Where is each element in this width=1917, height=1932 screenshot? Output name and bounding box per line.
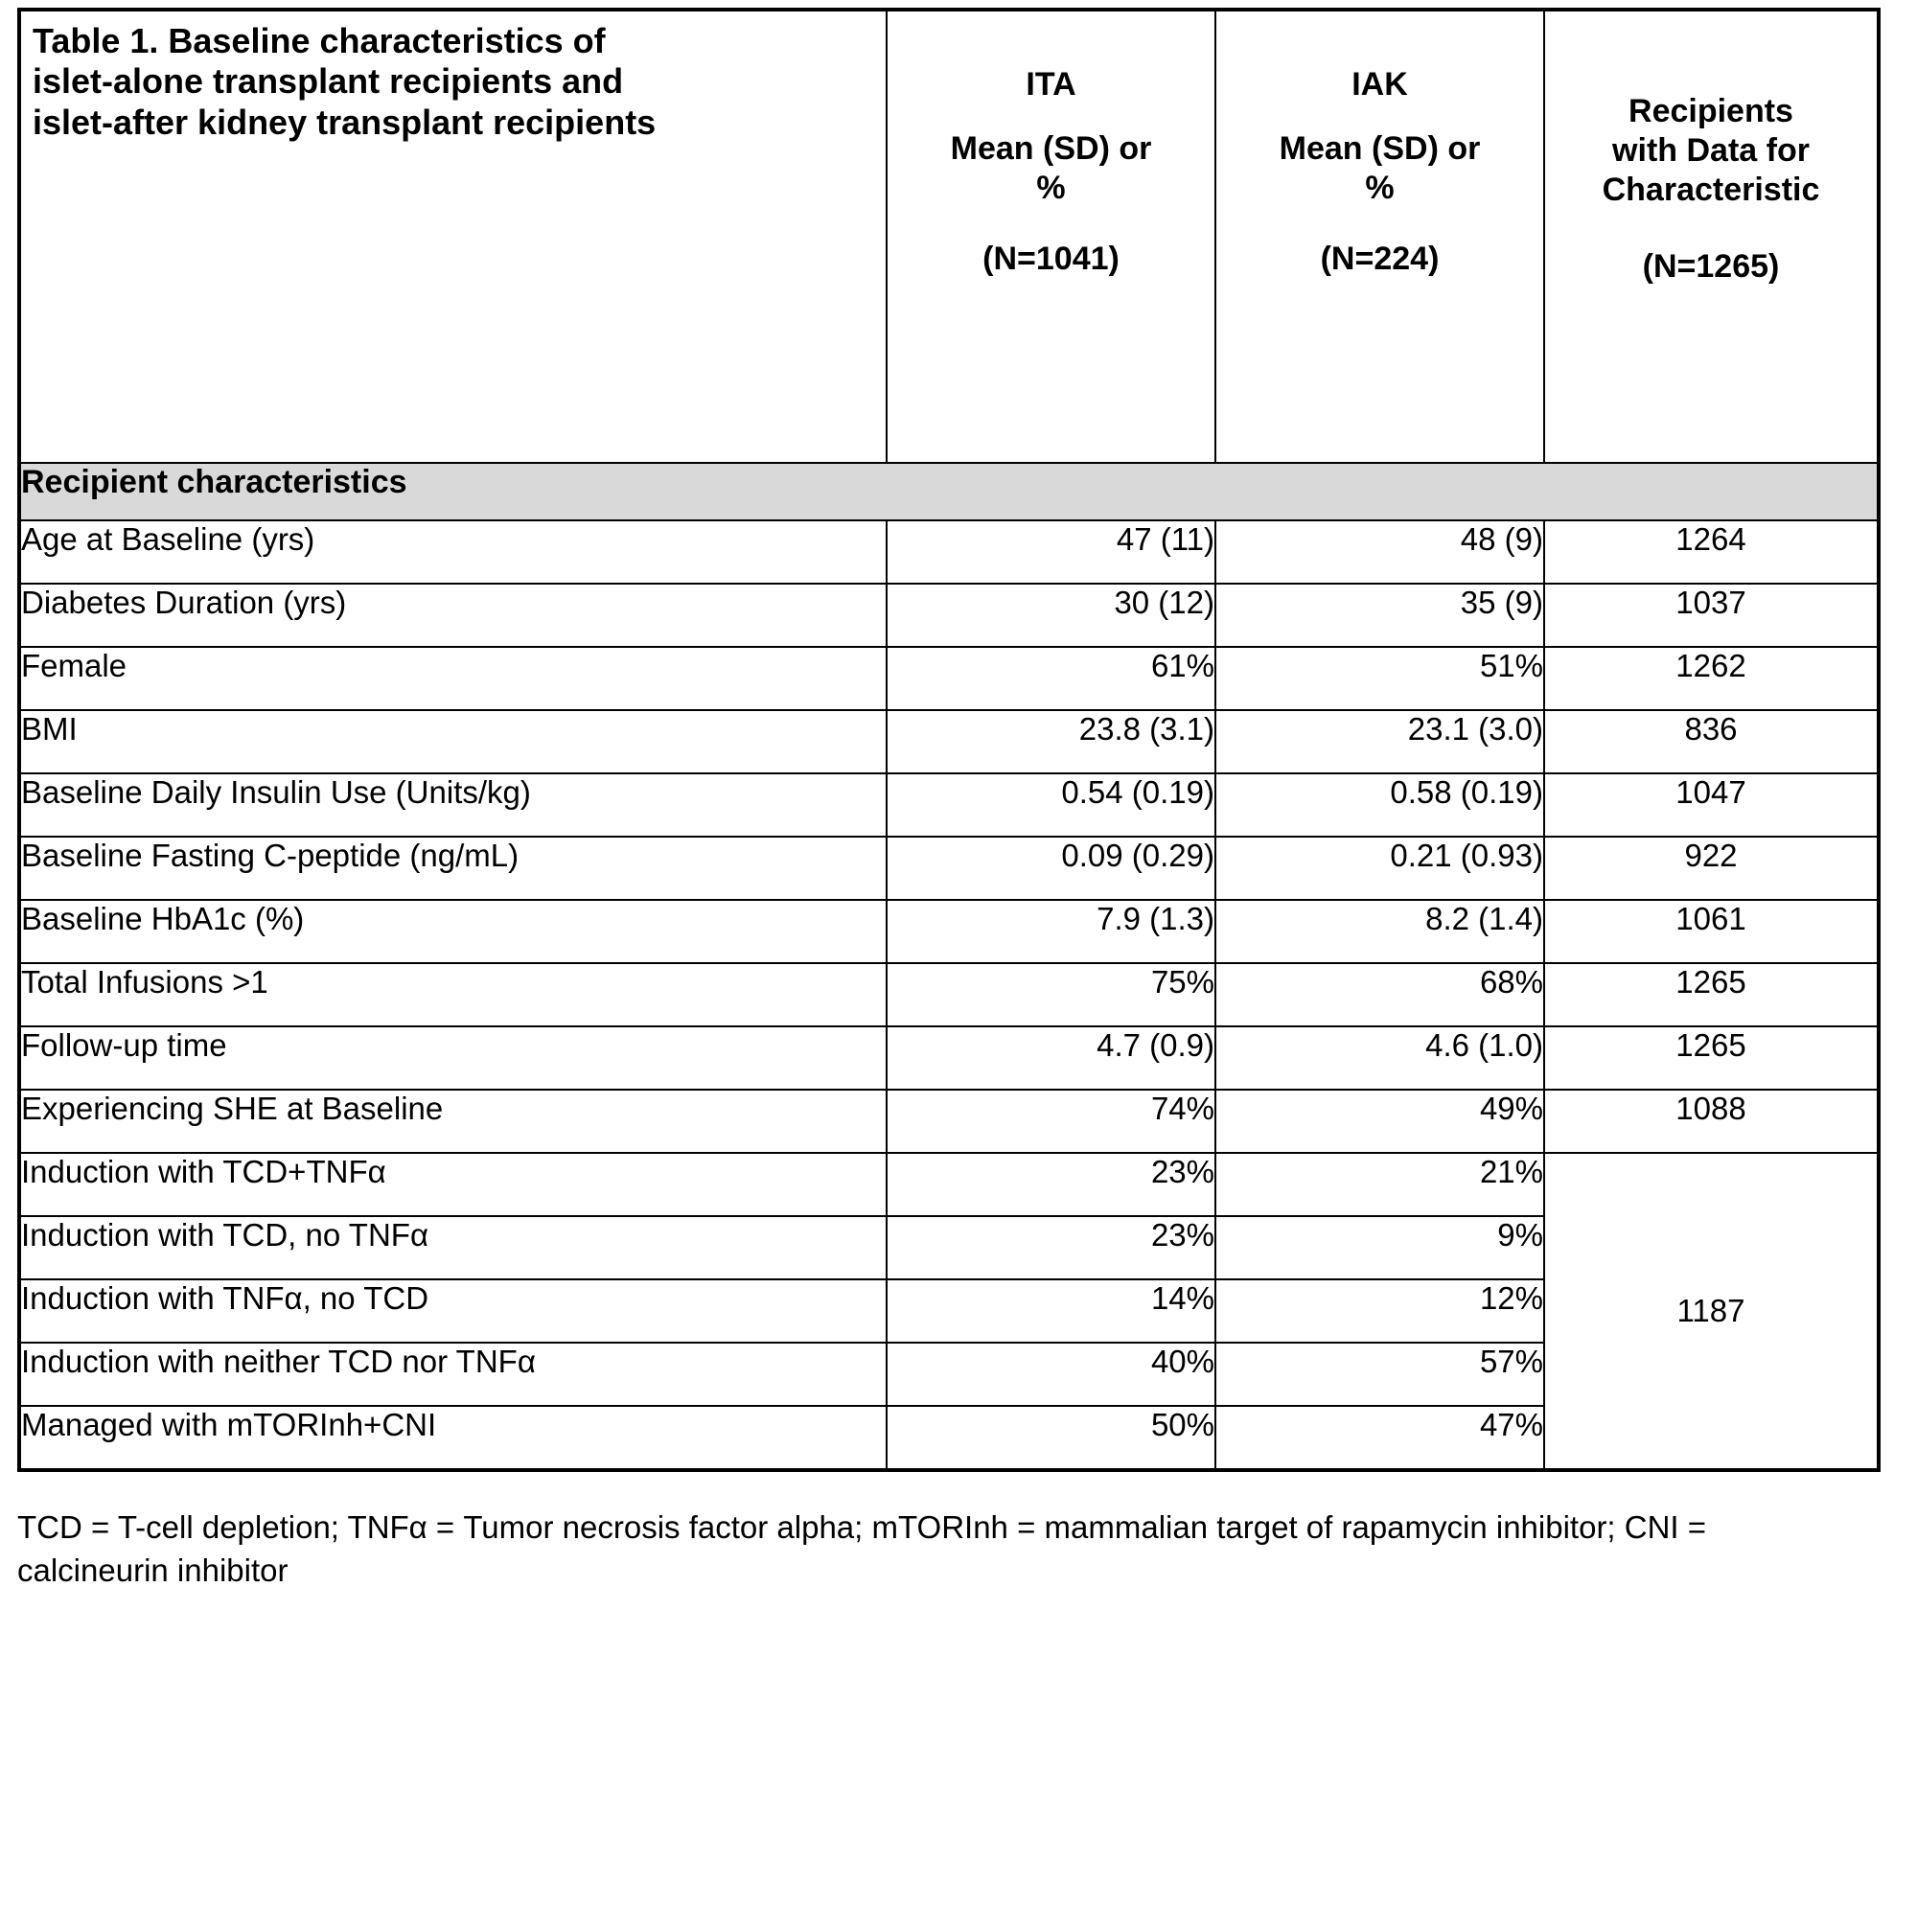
row-value-iak: 9% — [1215, 1216, 1544, 1279]
table-row — [19, 584, 1879, 647]
column-header-ita-sub1: Mean (SD) or — [950, 129, 1152, 167]
baseline-characteristics-table — [17, 8, 1881, 1472]
row-value-iak: 0.21 (0.93) — [1215, 837, 1544, 900]
row-label: Female — [19, 647, 887, 710]
row-value-ita: 23% — [887, 1153, 1215, 1216]
table-title-line-1: Table 1. Baseline characteristics of — [33, 21, 606, 60]
row-value-ita: 47 (11) — [887, 520, 1215, 584]
row-value-ita: 30 (12) — [887, 584, 1215, 647]
table-row — [19, 963, 1879, 1026]
table-title-line-2: islet-alone transplant recipients and — [33, 61, 624, 102]
row-value-n: 836 — [1544, 710, 1879, 773]
row-value-iak: 12% — [1215, 1279, 1544, 1343]
column-header-recipients-content — [1545, 12, 1877, 287]
row-label: Total Infusions >1 — [19, 963, 887, 1026]
row-label: Diabetes Duration (yrs) — [19, 584, 887, 647]
row-value-iak: 0.58 (0.19) — [1215, 773, 1544, 837]
row-value-ita: 7.9 (1.3) — [887, 900, 1215, 963]
column-header-iak-sub2: % — [1365, 169, 1395, 206]
table-row — [19, 1090, 1879, 1153]
table-row — [19, 1026, 1879, 1090]
row-label: Baseline HbA1c (%) — [19, 900, 887, 963]
row-value-n: 1037 — [1544, 584, 1879, 647]
column-header-iak-n: (N=224) — [1320, 241, 1440, 278]
column-header-iak-content — [1216, 12, 1543, 279]
row-value-iak: 51% — [1215, 647, 1544, 710]
row-label: Follow-up time — [19, 1026, 887, 1090]
row-label: Experiencing SHE at Baseline — [19, 1090, 887, 1153]
table-row — [19, 520, 1879, 584]
table-row — [19, 900, 1879, 963]
row-value-iak: 57% — [1215, 1343, 1544, 1406]
row-label: Induction with neither TCD nor TNFα — [19, 1343, 887, 1406]
row-value-iak: 21% — [1215, 1153, 1544, 1216]
row-value-n: 1265 — [1544, 1026, 1879, 1090]
column-header-ita — [887, 10, 1215, 463]
row-label: Baseline Daily Insulin Use (Units/kg) — [19, 773, 887, 837]
row-value-iak: 35 (9) — [1215, 584, 1544, 647]
row-value-n: 1047 — [1544, 773, 1879, 837]
table-row — [19, 837, 1879, 900]
row-value-iak: 4.6 (1.0) — [1215, 1026, 1544, 1090]
row-value-ita: 75% — [887, 963, 1215, 1026]
row-value-ita: 50% — [887, 1406, 1215, 1470]
row-value-n: 1264 — [1544, 520, 1879, 584]
row-value-ita: 74% — [887, 1090, 1215, 1153]
row-label: Induction with TCD+TNFα — [19, 1153, 887, 1216]
table-title — [21, 12, 886, 143]
column-header-iak-sub1: Mean (SD) or — [1279, 129, 1481, 167]
section-label-recipient-characteristics: Recipient characteristics — [19, 463, 1879, 520]
row-value-ita: 0.09 (0.29) — [887, 837, 1215, 900]
column-header-recipients-line-3: Characteristic — [1602, 171, 1820, 208]
table-row — [19, 647, 1879, 710]
row-value-iak: 47% — [1215, 1406, 1544, 1470]
column-header-recipients-n: (N=1265) — [1642, 248, 1780, 286]
row-label: BMI — [19, 710, 887, 773]
row-label: Induction with TNFα, no TCD — [19, 1279, 887, 1343]
table-title-cell — [19, 10, 887, 463]
row-label: Age at Baseline (yrs) — [19, 520, 887, 584]
column-header-ita-name: ITA — [1026, 66, 1076, 103]
column-header-recipients-line-1: Recipients — [1628, 93, 1793, 129]
table-footnote: TCD = T-cell depletion; TNFα = Tumor necrosis factor alpha; mTORInh = mammalian target of rapamycin inhibitor; CNI = calcineurin inhibitor — [17, 1509, 1707, 1588]
row-value-n: 1088 — [1544, 1090, 1879, 1153]
column-header-ita-content — [888, 12, 1214, 279]
row-value-n: 922 — [1544, 837, 1879, 900]
row-value-n: 1061 — [1544, 900, 1879, 963]
row-value-ita: 14% — [887, 1279, 1215, 1343]
table-title-line-3: islet-after kidney transplant recipients — [33, 102, 657, 142]
row-value-ita: 23% — [887, 1216, 1215, 1279]
column-header-ita-sub2: % — [1036, 169, 1066, 206]
row-value-iak: 48 (9) — [1215, 520, 1544, 584]
row-value-n: 1262 — [1544, 647, 1879, 710]
row-label: Managed with mTORInh+CNI — [19, 1406, 887, 1470]
row-value-n-merged: 1187 — [1544, 1153, 1879, 1470]
column-header-ita-n: (N=1041) — [982, 241, 1120, 278]
column-header-iak-name: IAK — [1351, 66, 1408, 103]
row-value-iak: 23.1 (3.0) — [1215, 710, 1544, 773]
table-header-row — [19, 10, 1879, 463]
row-value-n: 1265 — [1544, 963, 1879, 1026]
column-header-recipients-with-data — [1544, 10, 1879, 463]
row-value-ita: 4.7 (0.9) — [887, 1026, 1215, 1090]
column-header-recipients-line-2: with Data for — [1612, 131, 1810, 169]
row-label: Induction with TCD, no TNFα — [19, 1216, 887, 1279]
table-section-row — [19, 463, 1879, 520]
column-header-iak — [1215, 10, 1544, 463]
table-row — [19, 710, 1879, 773]
row-label: Baseline Fasting C-peptide (ng/mL) — [19, 837, 887, 900]
row-value-iak: 49% — [1215, 1090, 1544, 1153]
row-value-iak: 68% — [1215, 963, 1544, 1026]
row-value-ita: 40% — [887, 1343, 1215, 1406]
row-value-iak: 8.2 (1.4) — [1215, 900, 1544, 963]
table-row — [19, 773, 1879, 837]
row-value-ita: 23.8 (3.1) — [887, 710, 1215, 773]
table-row — [19, 1153, 1879, 1216]
row-value-ita: 61% — [887, 647, 1215, 710]
row-value-ita: 0.54 (0.19) — [887, 773, 1215, 837]
